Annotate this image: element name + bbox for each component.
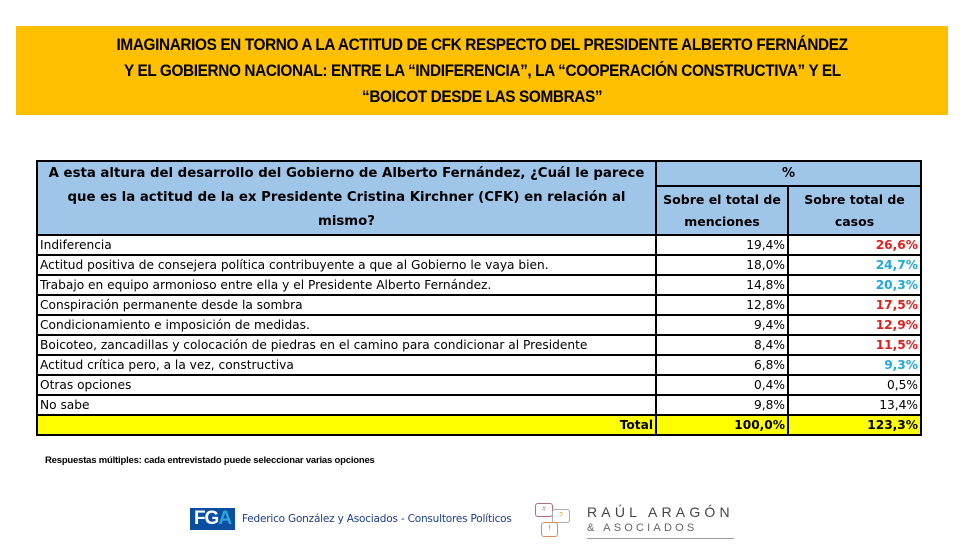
row-menciones: 18,0% [656,255,788,275]
row-menciones: 0,4% [656,375,788,395]
raul-aragon-brand [535,503,734,541]
question-header: A esta altura del desarrollo del Gobierno de Alberto Fernández, ¿Cuál le parece que es la actitud de la ex Presidente Cristina Kirchner (CFK) en relación al mismo? [37,161,656,235]
title-line-2: Y EL GOBIERNO NACIONAL: ENTRE LA “INDIFERENCIA”, LA “COOPERACIÓN CONSTRUCTIVA” Y EL [123,61,841,80]
title-line-3: “BOICOT DESDE LAS SOMBRAS” [361,87,603,106]
raul-aragon-name: RAÚL ARAGÓN [587,504,734,520]
row-casos: 11,5% [788,335,921,355]
percent-header: % [656,161,921,186]
table-row [37,355,921,375]
footnote: Respuestas múltiples: cada entrevistado puede seleccionar varias opciones [45,455,375,466]
row-label: Condicionamiento e imposición de medidas. [37,315,656,335]
row-menciones: 6,8% [656,355,788,375]
row-menciones: 8,4% [656,335,788,355]
row-menciones: 14,8% [656,275,788,295]
row-label: Actitud crítica pero, a la vez, constructiva [37,355,656,375]
row-menciones: 9,8% [656,395,788,415]
row-menciones: 12,8% [656,295,788,315]
total-menciones: 100,0% [656,415,788,435]
row-label: Actitud positiva de consejera política contribuyente a que al Gobierno le vaya bien. [37,255,656,275]
row-casos: 20,3% [788,275,921,295]
col-menciones-header: Sobre el total de menciones [656,186,788,235]
total-casos: 123,3% [788,415,921,435]
title-line-1: IMAGINARIOS EN TORNO A LA ACTITUD DE CFK RESPECTO DEL PRESIDENTE ALBERTO FERNÁNDEZ [116,35,848,54]
row-casos: 13,4% [788,395,921,415]
row-menciones: 9,4% [656,315,788,335]
table-row [37,375,921,395]
row-menciones: 19,4% [656,235,788,255]
row-label: Boicoteo, zancadillas y colocación de piedras en el camino para condicionar al Presidente [37,335,656,355]
fga-name: Federico González y Asociados - Consultores Políticos [242,513,512,525]
table-row [37,315,921,335]
table-row [37,275,921,295]
row-casos: 17,5% [788,295,921,315]
total-row [37,415,921,435]
table-row [37,235,921,255]
row-label: Indiferencia [37,235,656,255]
row-casos: 24,7% [788,255,921,275]
row-label: Trabajo en equipo armonioso entre ella y el Presidente Alberto Fernández. [37,275,656,295]
row-casos: 0,5% [788,375,921,395]
table-row [37,295,921,315]
title-banner [16,26,948,115]
raul-aragon-sub: & ASOCIADOS [587,521,734,539]
row-label: Otras opciones [37,375,656,395]
survey-table [36,160,922,436]
fga-brand [190,508,512,530]
row-label: Conspiración permanente desde la sombra [37,295,656,315]
speech-bubbles-icon: # ? ! [535,503,577,541]
row-label: No sabe [37,395,656,415]
row-casos: 26,6% [788,235,921,255]
total-label: Total [37,415,656,435]
col-casos-header: Sobre total de casos [788,186,921,235]
table-row [37,335,921,355]
table-row [37,395,921,415]
fga-logo-icon: F G A [190,508,235,530]
row-casos: 9,3% [788,355,921,375]
row-casos: 12,9% [788,315,921,335]
table-row [37,255,921,275]
